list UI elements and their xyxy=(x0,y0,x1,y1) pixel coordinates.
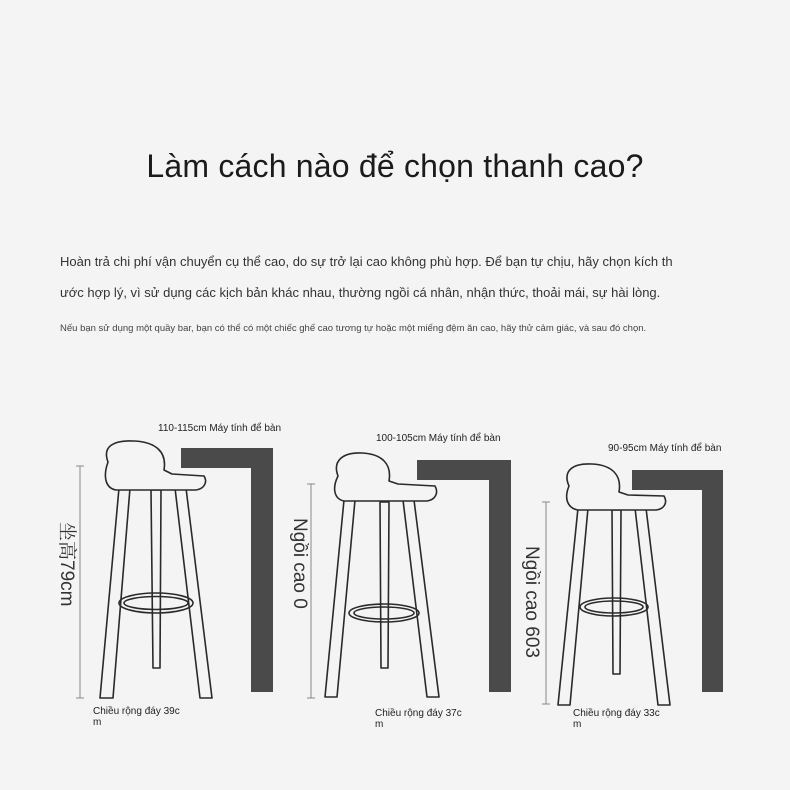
seat-height-label-2: Ngồi cao 0 xyxy=(289,518,310,609)
dimension-lines xyxy=(76,466,550,704)
stool-3 xyxy=(558,464,670,705)
stool-1 xyxy=(100,441,212,698)
base-width-label-1 xyxy=(93,706,193,728)
base-width-1-line1: Chiều rộng đáy 39c xyxy=(93,706,180,717)
seat-height-label-1: 坐高79cm xyxy=(56,522,77,607)
base-width-2-line2: m xyxy=(375,719,384,730)
base-width-3-line1: Chiều rộng đáy 33c xyxy=(573,708,660,719)
base-width-label-3 xyxy=(573,708,673,730)
intro-line-2: ước hợp lý, vì sử dụng các kịch bản khác nhau, thường ngồi cá nhân, nhận thức, thoải mái, sự hài lòng. xyxy=(60,285,661,300)
intro-line-1: Hoàn trả chi phí vận chuyển cụ thể cao, do sự trở lại cao không phù hợp. Để bạn tự chịu, hãy chọn kích th xyxy=(60,254,673,269)
seat-height-label-3: Ngồi cao 603 xyxy=(521,546,542,658)
base-width-label-2 xyxy=(375,708,475,730)
stool-shapes xyxy=(100,441,670,705)
base-width-2-line1: Chiều rộng đáy 37c xyxy=(375,708,462,719)
page-title: Làm cách nào để chọn thanh cao? xyxy=(146,148,644,184)
base-width-1-line2: m xyxy=(93,717,102,728)
stool-2 xyxy=(325,453,439,697)
table-label-3: 90-95cm Máy tính để bàn xyxy=(608,443,722,454)
table-label-1: 110-115cm Máy tính để bàn xyxy=(158,423,282,434)
usage-note: Nếu bạn sử dụng một quầy bar, bạn có thể có một chiếc ghế cao tương tự hoặc một miếng đệm ăn cao, hãy thử cảm giác, và sau đó chọn. xyxy=(60,323,647,334)
base-width-3-line2: m xyxy=(573,719,582,730)
table-label-2: 100-105cm Máy tính để bàn xyxy=(376,433,501,444)
